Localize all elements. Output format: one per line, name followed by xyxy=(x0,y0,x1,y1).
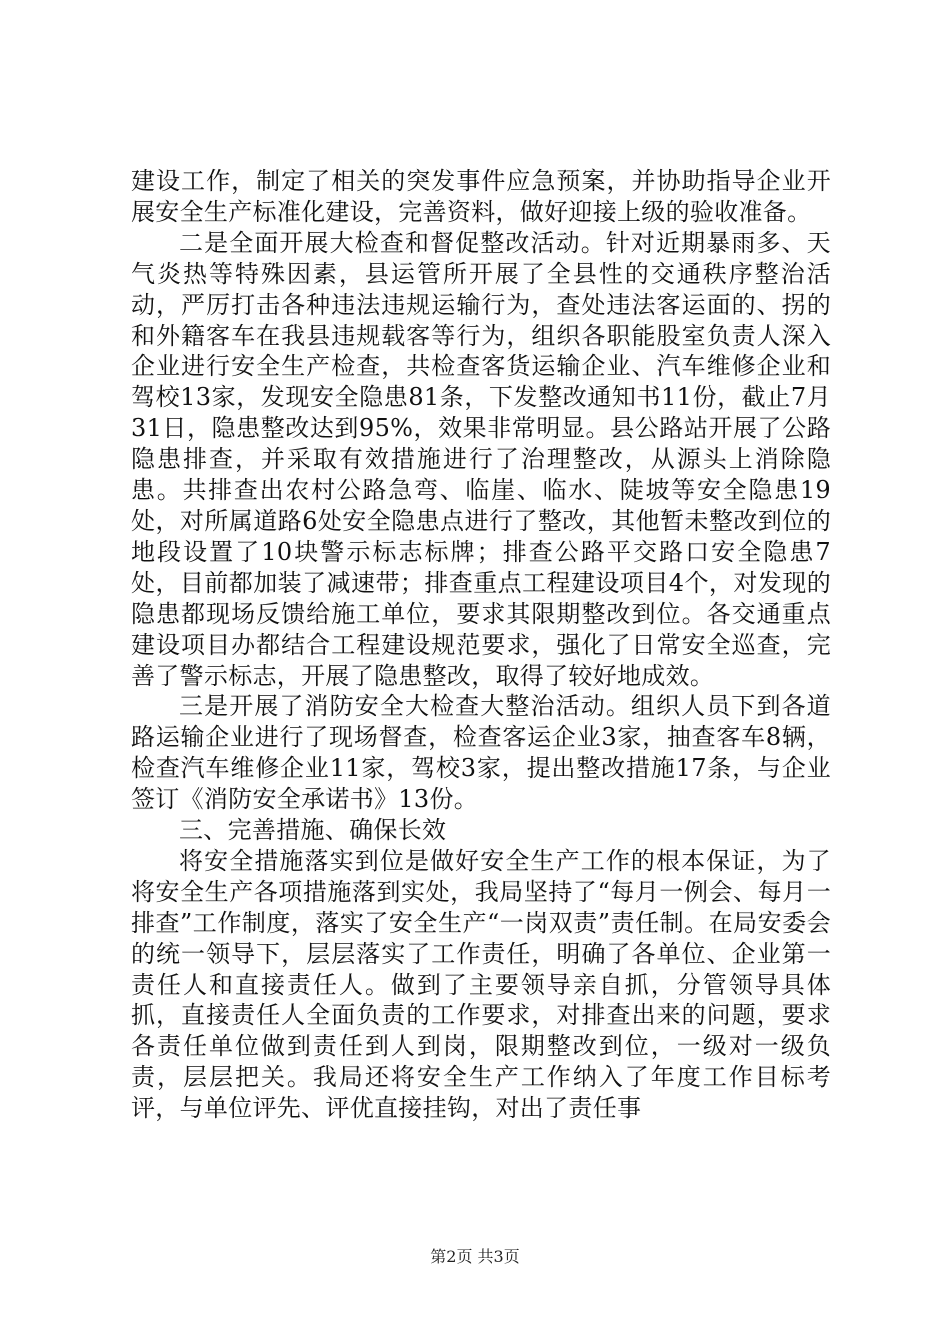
section-heading-measures: 三、完善措施、确保长效 xyxy=(179,816,447,845)
paragraph-measures: 将安全措施落实到位是做好安全生产工作的根本保证，为了将安全生产各项措施落到实处，我局坚持了“每月一例会、每月一排查”工作制度，落实了安全生产“一岗双责”责任制。在局安委会的统一领导下，层层落实了工作责任，明确了各单位、企业第一责任人和直接责任人。做到了主要领导亲自抓，分管领导具体抓，直接责任人全面负责的工作要求，对排查出来的问题，要求各责任单位做到责任到人到岗，限期整改到位，一级对一级负责，层层把关。我局还将安全生产工作纳入了年度工作目标考评，与单位评先、评优直接挂钩，对出了责任事 xyxy=(131,846,831,1123)
paragraph-continuation: 建设工作，制定了相关的突发事件应急预案，并协助指导企业开展安全生产标准化建设，完善资料，做好迎接上级的验收准备。 xyxy=(131,167,831,226)
document-body xyxy=(131,166,831,1124)
page-footer: 第2页 共3页 xyxy=(430,1247,520,1266)
paragraph-fire-safety: 三是开展了消防安全大检查大整治活动。组织人员下到各道路运输企业进行了现场督查，检查客运企业3家，抽查客车8辆，检查汽车维修企业11家，驾校3家，提出整改措施17条，与企业签订《消防安全承诺书》13份。 xyxy=(131,692,831,814)
paragraph-inspection-rectification: 二是全面开展大检查和督促整改活动。针对近期暴雨多、天气炎热等特殊因素，县运管所开展了全县性的交通秩序整治活动，严厉打击各种违法违规运输行为，查处违法客运面的、拐的和外籍客车在我县违规载客等行为，组织各职能股室负责人深入企业进行安全生产检查，共检查客货运输企业、汽车维修企业和驾校13家，发现安全隐患81条，下发整改通知书11份，截止7月31日，隐患整改达到95%，效果非常明显。县公路站开展了公路隐患排查，并采取有效措施进行了治理整改，从源头上消除隐患。共排查出农村公路急弯、临崖、临水、陡坡等安全隐患19处，对所属道路6处安全隐患点进行了整改，其他暂未整改到位的地段设置了10块警示标志标牌；排查公路平交路口安全隐患7处，目前都加装了减速带；排查重点工程建设项目4个，对发现的隐患都现场反馈给施工单位，要求其限期整改到位。各交通重点建设项目办都结合工程建设规范要求，强化了日常安全巡查，完善了警示标志，开展了隐患整改，取得了较好地成效。 xyxy=(131,228,831,690)
